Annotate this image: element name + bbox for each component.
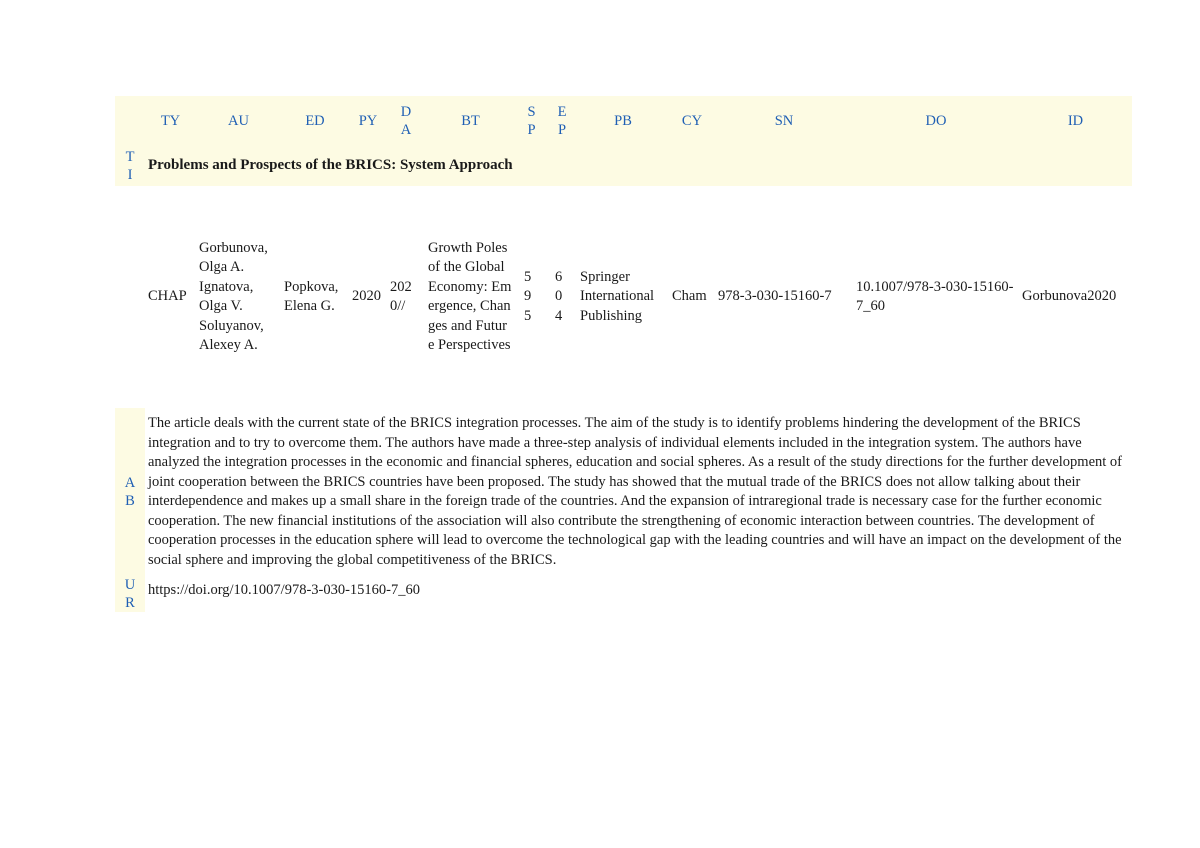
cell-ep: 604 [555, 268, 563, 324]
url-row [115, 576, 1132, 612]
header-bt: BT [461, 113, 480, 129]
header-sn: SN [774, 113, 794, 129]
header-ed: ED [305, 113, 325, 129]
cell-id: Gorbunova2020 [1022, 288, 1117, 305]
row-label-empty [115, 186, 145, 408]
cell-au: Gorbunova, Olga A. Ignatova, Olga V. Soluyanov, Alexey A. [199, 239, 268, 353]
cell-do: 10.1007/978-3-030-15160-7_60 [856, 278, 1014, 314]
header-pb: PB [614, 113, 632, 129]
header-cy: CY [681, 113, 703, 129]
cell-da: 2020// [390, 278, 412, 314]
header-ty: TY [160, 113, 181, 129]
header-py: PY [358, 113, 378, 129]
header-ep: EP [557, 104, 567, 138]
header-da: DA [400, 104, 412, 138]
header-row [115, 96, 1132, 146]
citation-table [115, 96, 1132, 612]
citation-sheet [115, 96, 1132, 612]
row-label-ab: AB [115, 408, 145, 576]
cell-pb: Springer International Publishing [580, 268, 655, 324]
header-do: DO [925, 113, 947, 129]
record-title: Problems and Prospects of the BRICS: System Approach [148, 157, 513, 174]
record-row [115, 186, 1132, 408]
cell-sp: 595 [524, 268, 532, 324]
header-au: AU [228, 113, 249, 129]
cell-ty: CHAP [148, 288, 187, 305]
abstract-row [115, 408, 1132, 576]
header-id: ID [1067, 113, 1084, 129]
row-label-ti: TI [115, 146, 145, 186]
row-label-ur: UR [115, 576, 145, 612]
title-row [115, 146, 1132, 186]
record-url: https://doi.org/10.1007/978-3-030-15160-7_60 [148, 582, 421, 599]
header-corner [115, 96, 145, 146]
cell-cy: Cham [672, 288, 707, 305]
cell-bt: Growth Poles of the Global Economy: Emergence, Changes and Future Perspectives [428, 239, 512, 353]
cell-ed: Popkova, Elena G. [284, 278, 339, 314]
record-abstract: The article deals with the current state of the BRICS integration processes. The aim of the study is to identify problems hindering the development of the BRICS integration and to try to overcome them. The authors have made a three-step analysis of individual elements included in the integration system. The authors have analyzed the integration processes in the economic and financial spheres, education and social spheres. As a result of the study directions for the further development of joint cooperation between the BRICS countries have been proposed. The study has showed that the mutual trade of the BRICS does not allow talking about their interdependence and makes up a small share in the foreign trade of the countries. And the expansion of intraregional trade is necessary case for the further economic cooperation. The new financial institutions of the association will also contribute the strengthening of economic interaction between countries. The development of cooperation processes in the education sphere will lead to overcome the technological gap with the leading countries and will have an impact on the development of the social sphere and improving the global competitiveness of the BRICS. [148, 415, 1122, 568]
cell-sn: 978-3-030-15160-7 [718, 288, 832, 305]
header-sp: SP [527, 104, 536, 138]
cell-py: 2020 [352, 288, 381, 305]
